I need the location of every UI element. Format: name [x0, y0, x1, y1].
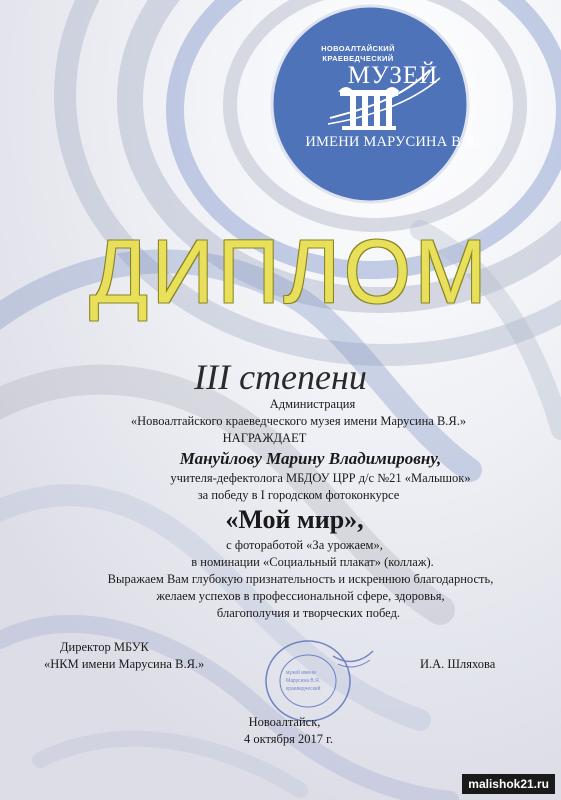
- official-stamp: [238, 636, 378, 726]
- title-container: [80, 222, 500, 334]
- wishes-line-2: благополучия и творческих побед.: [216, 606, 401, 620]
- diploma-title: ДИПЛОМ: [89, 221, 491, 323]
- site-watermark: malishok21.ru: [462, 774, 555, 794]
- svg-text:музей имени: музей имени: [286, 670, 316, 676]
- photo-line: с фотоработой «За урожаем»,: [226, 538, 383, 552]
- recipient-position: учителя-дефектолога МБДОУ ЦРР д/с №21 «Малышок»: [170, 471, 471, 485]
- city-line: Новоалтайск,: [248, 715, 321, 729]
- logo-text-museum: МУЗЕЙ: [347, 62, 439, 89]
- awards-line: НАГРАЖДАЕТ: [222, 431, 307, 445]
- logo-text-line2: КРАЕВЕДЧЕСКИЙ: [322, 54, 394, 63]
- thanks-line: Выражаем Вам глубокую признательность и искреннюю благодарность,: [107, 572, 494, 586]
- director-title-line2: «НКМ имени Марусина В.Я.»: [44, 657, 205, 671]
- logo-text-line1: НОВОАЛТАЙСКИЙ: [321, 44, 395, 53]
- museum-line: «Новоалтайского краеведческого музея имени Марусина В.Я.»: [130, 414, 467, 428]
- svg-text:краеведческий: краеведческий: [286, 686, 321, 692]
- admin-line: Администрация: [269, 397, 356, 411]
- director-title-line1: Директор МБУК: [60, 640, 149, 654]
- contest-line: за победу в I городском фотоконкурсе: [197, 488, 400, 502]
- director-name: И.А. Шляхова: [420, 657, 496, 671]
- nomination-line: в номинации «Социальный плакат» (коллаж).: [191, 555, 434, 569]
- logo-text-name: ИМЕНИ МАРУСИНА В.Я.: [305, 134, 479, 150]
- diploma-degree: III степени: [194, 357, 367, 397]
- svg-text:Марусина В.Я.: Марусина В.Я.: [286, 678, 321, 684]
- date-line: 4 октября 2017 г.: [243, 732, 334, 746]
- wishes-line-1: желаем успехов в профессиональной сфере, здоровья,: [156, 589, 445, 603]
- recipient-name: Мануйлову Марину Владимировну,: [179, 449, 442, 468]
- work-title: «Мой мир»,: [225, 505, 364, 534]
